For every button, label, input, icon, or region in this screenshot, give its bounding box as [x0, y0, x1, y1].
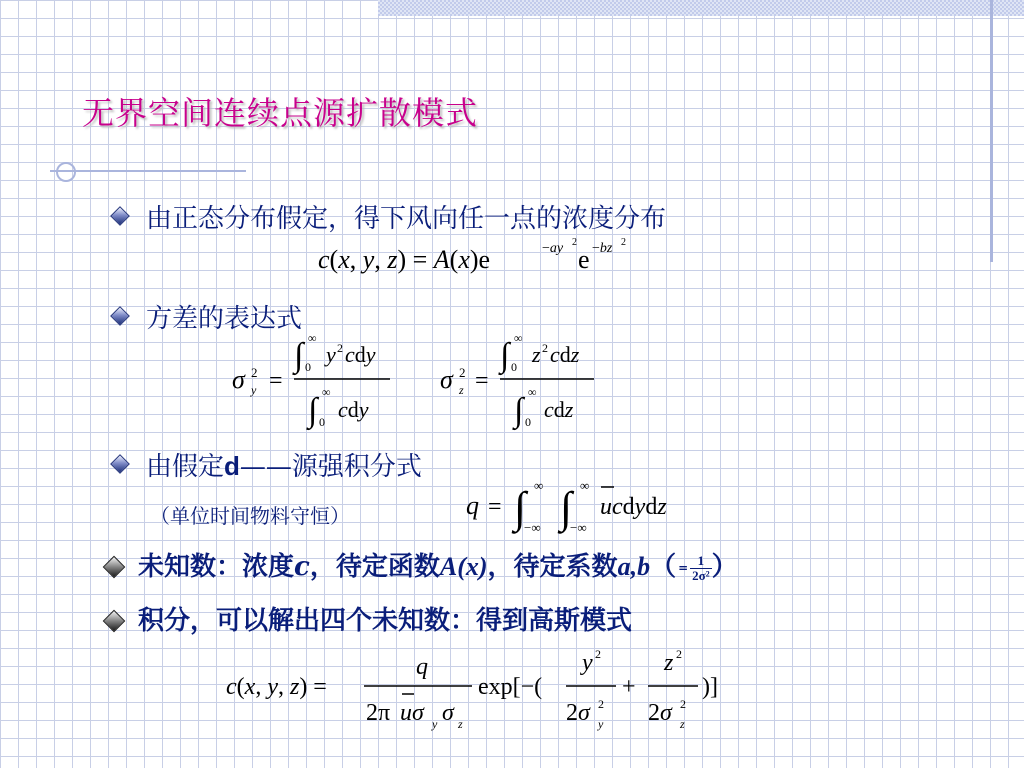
unknown-c: c [294, 552, 310, 582]
svg-text:2: 2 [680, 697, 686, 711]
svg-text:q: q [466, 491, 479, 520]
svg-text:2: 2 [621, 237, 626, 248]
top-decorative-band [378, 0, 1024, 16]
coefficients-ab: a,b [617, 552, 651, 581]
svg-text:cdz: cdz [544, 397, 574, 422]
svg-text:=: = [488, 494, 502, 520]
svg-text:z: z [664, 650, 674, 676]
bullet-text-3b: ——源强积分式 [239, 452, 422, 482]
variance-equations [232, 328, 604, 440]
svg-text:σ: σ [442, 700, 454, 726]
svg-text:∫: ∫ [308, 392, 318, 429]
svg-text:y: y [598, 717, 604, 731]
svg-text:∞: ∞ [580, 478, 590, 493]
eq-sign: = [678, 561, 689, 575]
bullet-diamond-icon [110, 206, 130, 226]
svg-text:q: q [416, 654, 428, 680]
svg-text:2π: 2π [366, 700, 391, 726]
svg-text:∫: ∫ [514, 392, 524, 429]
svg-text:2: 2 [459, 365, 466, 380]
svg-text:cdy: cdy [345, 342, 376, 367]
paren-open: （ [650, 552, 677, 582]
svg-text:−∞: −∞ [570, 520, 587, 535]
mass-conservation-note: （单位时间物料守恒） [150, 504, 350, 528]
svg-text:0: 0 [305, 360, 311, 374]
svg-text:y: y [432, 717, 438, 731]
coefficient-label: ，待定系数 [487, 552, 618, 582]
bullet-text-3a: 由假定 [146, 452, 225, 482]
svg-text:y: y [582, 650, 593, 676]
source-strength-integral [462, 474, 702, 538]
slide-title: 无界空间连续点源扩散模式 [82, 94, 479, 132]
svg-text:∫: ∫ [514, 483, 527, 532]
svg-text:∫: ∫ [560, 483, 573, 532]
bullet-text-3 [146, 446, 422, 483]
svg-text:exp[−(: exp[−( [478, 674, 543, 700]
svg-text:+: + [622, 674, 636, 700]
bullet-square-icon [103, 556, 126, 579]
left-decorative-line [50, 170, 246, 172]
svg-text:ucdydz: ucdydz [600, 494, 667, 520]
function-label: ，待定函数 [309, 552, 440, 582]
svg-text:y: y [251, 383, 257, 397]
svg-text:∫: ∫ [294, 337, 304, 374]
svg-text:y: y [326, 342, 336, 367]
svg-text:c(x, y, z) =: c(x, y, z) = [226, 674, 327, 700]
svg-text:∫: ∫ [500, 337, 510, 374]
paren-close: ） [711, 552, 738, 582]
svg-text:z: z [532, 342, 541, 367]
decorative-circle [56, 162, 76, 182]
bullet-text-1: 由正态分布假定，得下风向任一点的浓度分布 [146, 204, 667, 234]
svg-text:z: z [459, 383, 464, 397]
svg-text:0: 0 [511, 360, 517, 374]
svg-text:2: 2 [598, 697, 604, 711]
svg-text:−∞: −∞ [524, 520, 541, 535]
svg-text:2: 2 [337, 341, 343, 355]
fraction-numerator: 1 [690, 554, 711, 569]
svg-text:∞: ∞ [308, 331, 317, 345]
svg-text:2: 2 [251, 365, 258, 380]
svg-text:c(x, y, z) = A(x)e: c(x, y, z) = A(x)e [318, 245, 491, 274]
svg-text:0: 0 [525, 415, 531, 429]
unknowns-label: 未知数：浓度 [138, 552, 295, 582]
bullet-text-4 [138, 546, 738, 583]
svg-text:−ay: −ay [542, 241, 564, 256]
svg-text:cdy: cdy [338, 397, 369, 422]
bullet-text-3d: d [224, 451, 240, 481]
svg-text:=: = [475, 368, 489, 394]
gaussian-model-equation [226, 642, 726, 732]
svg-text:∞: ∞ [514, 331, 523, 345]
svg-text:uσ: uσ [400, 700, 424, 726]
svg-text:cdz: cdz [550, 342, 580, 367]
svg-text:2: 2 [572, 237, 577, 248]
concentration-equation [318, 232, 648, 278]
svg-text:σ: σ [440, 365, 453, 394]
svg-text:0: 0 [319, 415, 325, 429]
svg-text:=: = [269, 368, 283, 394]
svg-text:2: 2 [676, 647, 682, 661]
svg-text:z: z [458, 717, 463, 731]
svg-text:2: 2 [542, 341, 548, 355]
svg-text:2σ: 2σ [566, 700, 590, 726]
svg-text:2: 2 [595, 647, 601, 661]
bullet-square-icon [103, 610, 126, 633]
right-decorative-line [990, 0, 993, 262]
svg-text:)]: )] [702, 674, 718, 700]
svg-text:σ: σ [232, 365, 245, 394]
fraction-denominator: 2σ² [692, 567, 710, 583]
bullet-diamond-icon [110, 306, 130, 326]
svg-text:∞: ∞ [322, 385, 331, 399]
svg-text:−bz: −bz [592, 241, 613, 256]
svg-text:z: z [680, 717, 685, 731]
svg-text:∞: ∞ [534, 478, 544, 493]
svg-text:2σ: 2σ [648, 700, 672, 726]
svg-text:∞: ∞ [528, 385, 537, 399]
bullet-text-5: 积分，可以解出四个未知数：得到高斯模式 [138, 606, 633, 636]
svg-text:e: e [578, 245, 590, 274]
bullet-diamond-icon [110, 454, 130, 474]
small-fraction [690, 554, 711, 583]
bullet-text-2: 方差的表达式 [146, 304, 303, 334]
function-ax: A(x) [439, 552, 488, 581]
